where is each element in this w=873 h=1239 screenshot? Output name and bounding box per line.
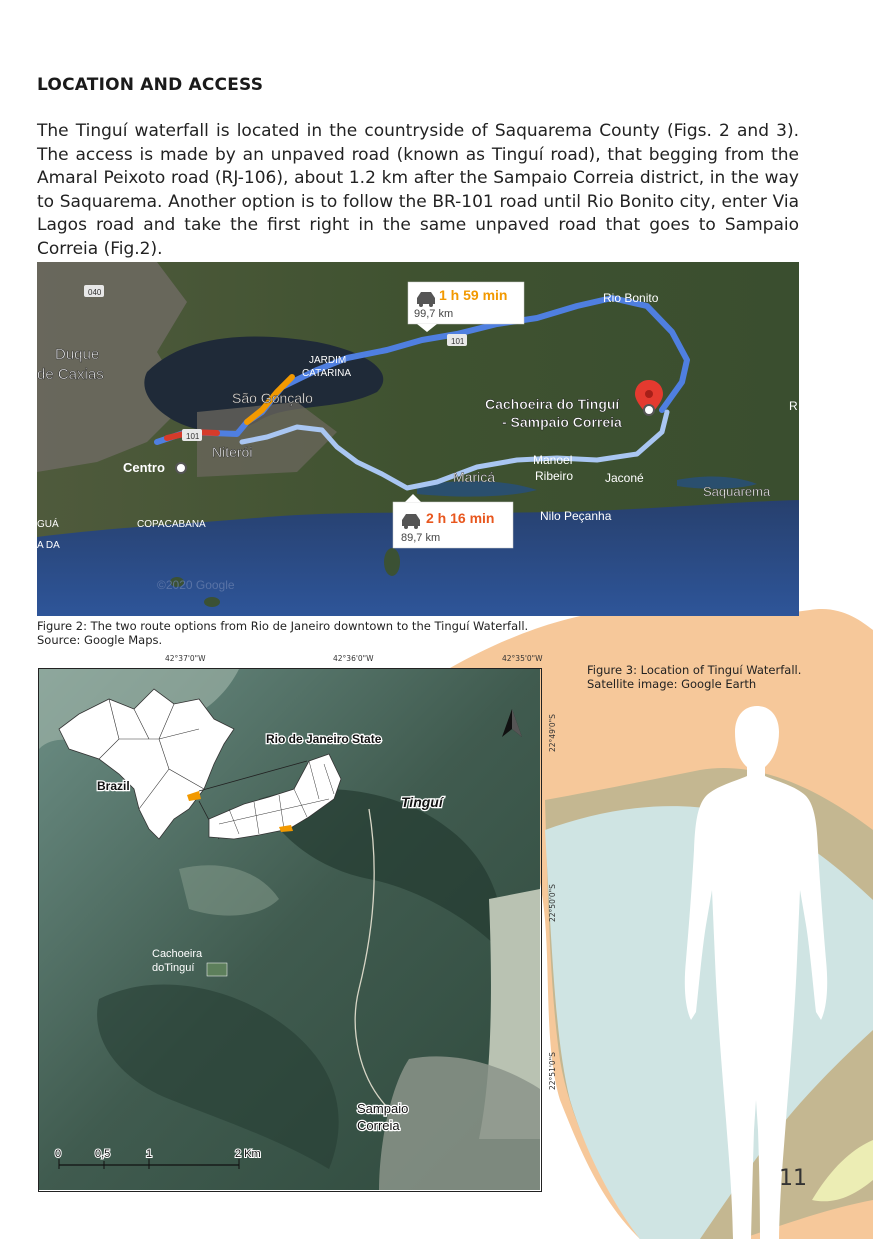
coord-side-2: 22°50'0"S xyxy=(548,884,557,922)
label-gua: GUÁ xyxy=(37,519,59,530)
label-brazil: Brazil xyxy=(97,779,130,793)
route-1-distance: 99,7 km xyxy=(414,308,454,320)
scale-label-1: 1 xyxy=(146,1148,153,1160)
route-2-time: 2 h 16 min xyxy=(426,510,495,526)
route-2-distance: 89,7 km xyxy=(401,532,441,544)
coord-top-2: 42°36'0"W xyxy=(333,654,374,663)
label-niteroi: Niterói xyxy=(212,444,253,460)
label-ada: A DA xyxy=(37,540,60,551)
section-heading: LOCATION AND ACCESS xyxy=(37,75,264,95)
label-cachoeira-2: doTinguí xyxy=(152,962,195,974)
label-destination-2: - Sampaio Correia xyxy=(502,414,622,430)
scale-label-05: 0,5 xyxy=(95,1148,111,1160)
label-jardim: JARDIM xyxy=(309,355,347,366)
label-caxias: de Caxias xyxy=(37,366,104,383)
map-watermark: ©2020 Google xyxy=(157,578,235,592)
label-sampaio: Sampaio xyxy=(357,1101,409,1116)
road-shield-101-label: 101 xyxy=(451,337,465,346)
label-duque: Duque xyxy=(55,346,100,363)
label-marica: Maricá xyxy=(453,469,496,485)
figure-2-caption xyxy=(37,619,528,647)
route-1-time: 1 h 59 min xyxy=(439,287,508,303)
figure-3-caption xyxy=(587,663,801,691)
coord-side-3: 22°51'0"S xyxy=(548,1052,557,1090)
label-tingui: Tinguí xyxy=(401,794,443,810)
label-destination: Cachoeira do Tinguí xyxy=(485,396,620,412)
coord-top-1: 42°37'0"W xyxy=(165,654,206,663)
page-number: 11 xyxy=(779,1166,807,1191)
figure-3-caption-line2: Satellite image: Google Earth xyxy=(587,677,757,691)
destination-marker xyxy=(644,405,654,415)
island xyxy=(384,548,400,576)
label-centro: Centro xyxy=(123,460,165,475)
island xyxy=(204,597,220,607)
label-jacone: Jaconé xyxy=(605,471,644,485)
road-shield-040-label: 040 xyxy=(88,288,102,297)
coord-top-3: 42°35'0"W xyxy=(502,654,543,663)
figure-3-caption-line1: Figure 3: Location of Tinguí Waterfall. xyxy=(587,663,802,677)
satellite-map xyxy=(38,668,542,1192)
waterfall-marker xyxy=(207,963,227,976)
label-state: Rio de Janeiro State xyxy=(266,732,382,746)
label-manoel: Manoel xyxy=(533,453,573,467)
scale-label-2: 2 Km xyxy=(235,1148,261,1160)
label-nilo: Nilo Peçanha xyxy=(540,509,612,523)
body-paragraph: The Tinguí waterfall is located in the countryside of Saquarema County (Figs. 2 and 3). The access is made by an unpaved road (known as Tinguí road), that begging from the Amaral Peixoto road (RJ-106), about 1.2 km after the Sampaio Correia district, in the way to Saquarema. Another option is to follow the BR-101 road until Rio Bonito city, enter Via Lagos road and take the first right in the same unpaved road that goes to Sampaio Correia (Fig.2). xyxy=(37,121,799,259)
label-ribeiro: Ribeiro xyxy=(535,469,574,483)
label-correia: Correia xyxy=(357,1118,400,1133)
route-map xyxy=(37,262,799,616)
label-rio-bonito: Rio Bonito xyxy=(603,291,659,305)
centro-marker xyxy=(176,463,186,473)
figure-2-caption-line2: Source: Google Maps. xyxy=(37,633,163,647)
coord-side-1: 22°49'0"S xyxy=(548,714,557,752)
town-area xyxy=(379,1056,540,1190)
label-sao-goncalo: São Gonçalo xyxy=(232,390,313,406)
route-2-callout xyxy=(393,494,513,548)
road-shield-101-label: 101 xyxy=(186,432,200,441)
label-cachoeira: Cachoeira xyxy=(152,948,203,960)
scale-label-0: 0 xyxy=(55,1148,62,1160)
label-r: R xyxy=(789,399,798,413)
label-copacabana: COPACABANA xyxy=(137,519,206,530)
destination-pin-dot xyxy=(645,390,653,398)
label-catarina: CATARINA xyxy=(302,368,352,379)
label-saquarema: Saquarema xyxy=(703,484,771,499)
figure-2-caption-line1: Figure 2: The two route options from Rio de Janeiro downtown to the Tinguí Waterfall. xyxy=(37,619,529,633)
